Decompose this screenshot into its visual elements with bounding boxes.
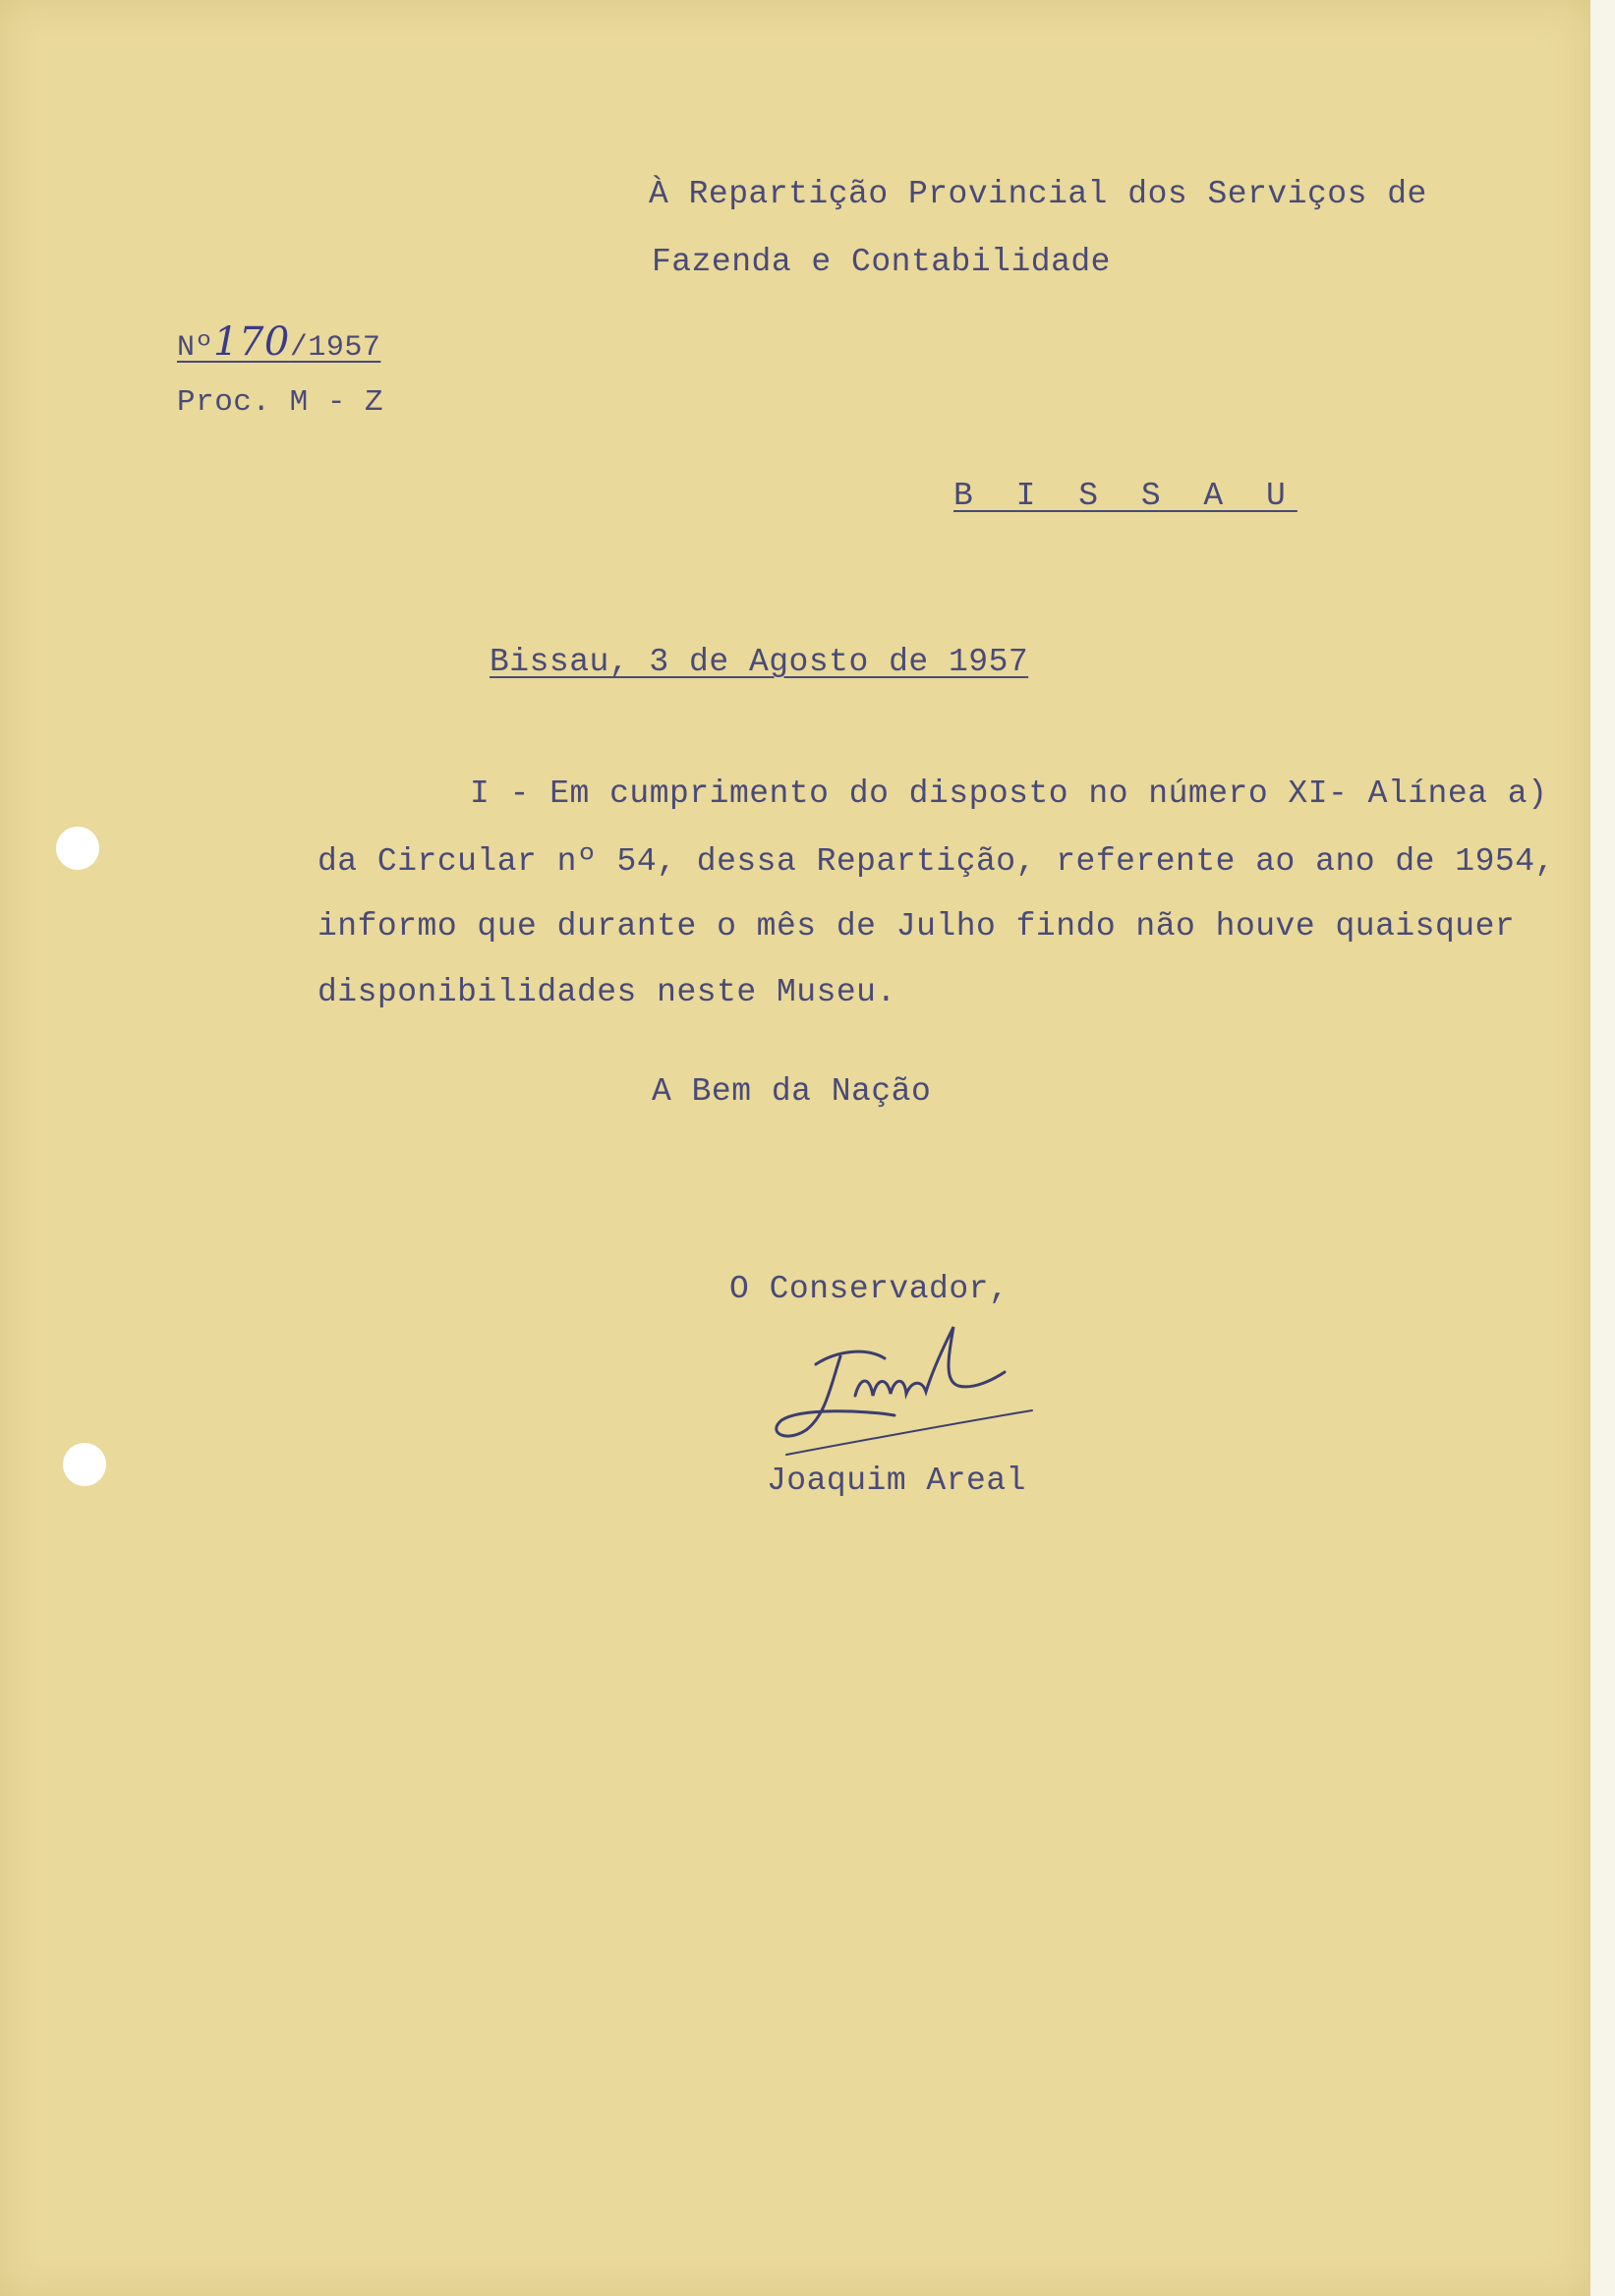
closing-salutation: A Bem da Nação xyxy=(652,1073,932,1110)
body-line-4: disponibilidades neste Museu. xyxy=(317,974,896,1010)
body-line-1: I - Em cumprimento do disposto no número XI- Alínea a) xyxy=(470,775,1548,812)
recipient-city: B I S S A U xyxy=(953,478,1298,514)
reference-number-year: /1957 xyxy=(289,331,381,365)
body-line-3: informo que durante o mês de Julho findo não houve quaisquer xyxy=(317,908,1516,945)
date-line: Bissau, 3 de Agosto de 1957 xyxy=(490,644,1029,680)
signatory-name: Joaquim Areal xyxy=(767,1463,1026,1499)
signature-image xyxy=(747,1317,1042,1464)
body-line-2: da Circular nº 54, dessa Repartição, referente ao ano de 1954, xyxy=(317,843,1555,880)
page-edge xyxy=(1590,0,1615,2296)
recipient-line-2: Fazenda e Contabilidade xyxy=(652,244,1111,280)
process-reference: Proc. M - Z xyxy=(177,385,384,420)
reference-number-prefix: Nº xyxy=(177,331,214,365)
signatory-title: O Conservador, xyxy=(729,1271,1009,1307)
reference-number-handwritten: 170 xyxy=(213,319,290,365)
recipient-line-1: À Repartição Provincial dos Serviços de xyxy=(649,176,1427,212)
punch-hole-top xyxy=(56,827,99,870)
reference-number xyxy=(177,319,381,365)
punch-hole-bottom xyxy=(63,1443,106,1486)
